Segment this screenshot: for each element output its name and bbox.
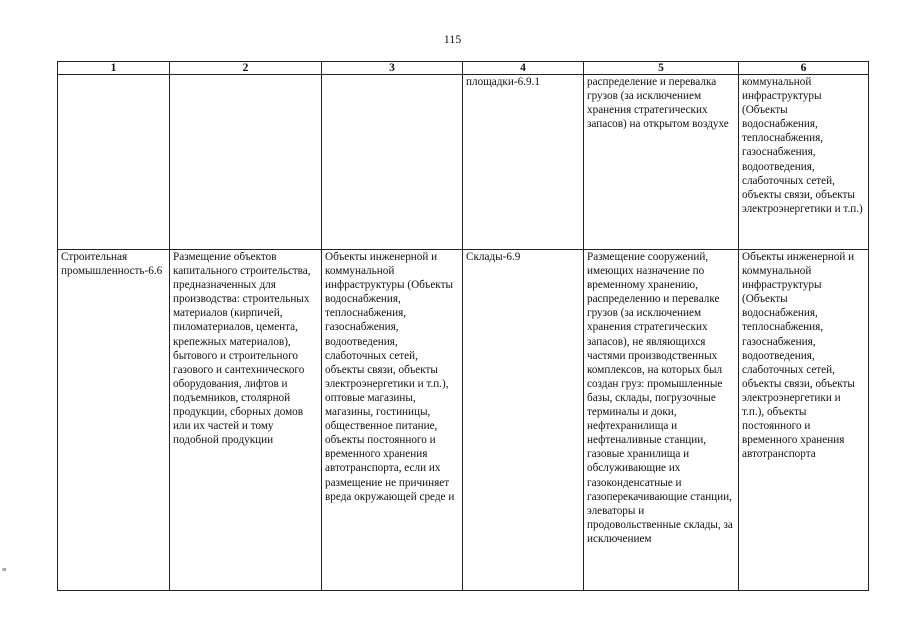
cell-r2-c3 [322, 250, 463, 591]
cell-r2-c3-text: Объекты инженерной и коммунальной инфраструктуры (Объекты водоснабжения, теплоснабжения, газоснабжения, водоотведения, слаботочных сетей, объекты связи, объекты электроэнергетики и т.п.), оптовые магазины, магазины, гостиницы, общественное питание, объекты постоянного и временного хранения автотранспорта, если их размещение не причиняет вреда окружающей среде и [325, 251, 455, 503]
cell-r2-c4-text: Склады-6.9 [466, 251, 521, 263]
margin-mark: ≡ [2, 565, 6, 574]
table-row-main [58, 250, 869, 591]
table-row-continued [58, 75, 869, 250]
header-cell-5: 5 [584, 62, 739, 75]
cell-r2-c4 [463, 250, 584, 591]
cell-r1-c1 [58, 75, 170, 250]
header-cell-3: 3 [322, 62, 463, 75]
cell-r2-c2 [170, 250, 322, 591]
cell-r1-c3 [322, 75, 463, 250]
cell-r2-c5-text: Размещение сооружений, имеющих назначение по временному хранению, распределению и перевалке грузов (за исключением хранения стратегических запасов), не являющихся частями производственных комплексов, на которых был создан груз: промышленные базы, склады, погрузочные терминалы и доки, нефтехранилища и нефтеналивные станции, газовые хранилища и обслуживающие их газоконденсатные и газоперекачивающие станции, элеваторы и продовольственные склады, за исключением [587, 251, 733, 545]
header-cell-1: 1 [58, 62, 170, 75]
header-cell-6: 6 [739, 62, 869, 75]
cell-r1-c5: распределение и перевалка грузов (за исключением хранения стратегических запасов) на открытом воздухе [584, 75, 739, 250]
cell-r2-c6-text: Объекты инженерной и коммунальной инфраструктуры (Объекты водоснабжения, теплоснабжения, газоснабжения, водоотведения, слаботочных сетей, объекты связи, объекты электроэнергетики и т.п.), объекты постоянного и временного хранения автотранспорта [742, 251, 855, 461]
header-row [58, 62, 869, 75]
cell-r2-c1-text: Строительная промышленность-6.6 [61, 251, 163, 278]
cell-r1-c4: площадки-6.9.1 [463, 75, 584, 250]
zoning-table [57, 61, 869, 591]
cell-r2-c5 [584, 250, 739, 591]
cell-r2-c1 [58, 250, 170, 591]
header-cell-2: 2 [170, 62, 322, 75]
cell-r2-c6 [739, 250, 869, 591]
header-cell-4: 4 [463, 62, 584, 75]
cell-r1-c2 [170, 75, 322, 250]
page-number: 115 [443, 32, 462, 46]
cell-r2-c2-text: Размещение объектов капитального строительства, предназначенных для производства: строительных материалов (кирпичей, пиломатериалов, цемента, крепежных материалов), бытового и строительного газового и сантехнического оборудования, лифтов и подъемников, столярной продукции, сборных домов или их частей и тому подобной продукции [173, 251, 311, 447]
cell-r1-c6: коммунальной инфраструктуры (Объекты водоснабжения, теплоснабжения, газоснабжения, водоотведения, слаботочных сетей, объекты связи, объекты электроэнергетики и т.п.) [739, 75, 869, 250]
